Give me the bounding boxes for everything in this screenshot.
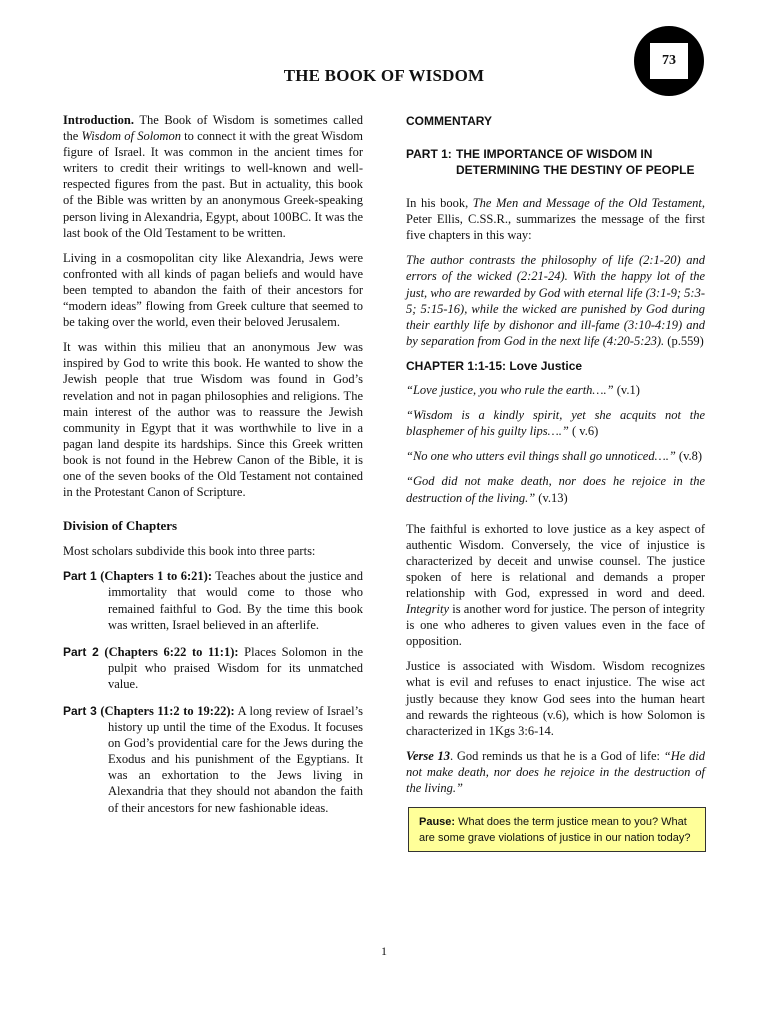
part-chapters: (Chapters 1 to 6:21): <box>96 569 213 584</box>
ellis-text-1: In his book, <box>406 196 473 211</box>
pause-box <box>408 807 706 852</box>
part-text: Teaches about the justice and immortality that would come to those who remained faithful to God. By the time this book was written, Israel believed in an afterlife. <box>108 569 363 632</box>
part-1-entry <box>63 568 363 632</box>
verse13-label: Verse 13 <box>406 748 451 763</box>
alexandria-paragraph: Living in a cosmopolitan city like Alexandria, Jews were confronted with all kinds of pagan beliefs and would have been tempted to abandon the faith of their ancestors for “modern ideas” flowing from Greek culture that seemed to be taking over the world, even their beloved Jerusalem. <box>63 250 363 330</box>
quote-ref: (v.8) <box>675 449 703 464</box>
part-text: Places Solomon in the pulpit who praised Wisdom for its unmatched value. <box>108 644 363 691</box>
quote-ref: (v.13) <box>535 490 568 505</box>
justice-paragraph: Justice is associated with Wisdom. Wisdom recognizes what is evil and refuses to enact injustice. The wise act justly because they know God sees into the human heart and rewards the righteous (v.6), which is how Solomon is characterized in 1Kgs 3:6-14. <box>406 659 705 738</box>
intro-lead: Introduction. <box>63 113 134 127</box>
document-title: THE BOOK OF WISDOM <box>283 66 485 85</box>
left-column <box>63 112 363 827</box>
intro-paragraph <box>63 112 363 241</box>
part-label: Part 1 <box>63 569 97 584</box>
chapter-heading: CHAPTER 1:1-15: Love Justice <box>406 358 583 373</box>
pause-label: Pause: <box>419 816 456 829</box>
ellis-quote-text: The author contrasts the philosophy of life (2:1-20) and errors of the wicked (2:21-24). With the happy lot of the just, who are rewarded by God with eternal life (3:1-9; 5:3-5; 5:15-16), while the wicked are punished by God during their earthly life by dishonor and ill-fame (3:10-4:19) and by separation from God in the next life (4:20-5:23). <box>406 253 705 348</box>
part-chapters: (Chapters 11:2 to 19:22): <box>96 704 235 718</box>
part1-title: THE IMPORTANCE OF WISDOM IN DETERMINING THE DESTINY OF PEOPLE <box>456 147 695 178</box>
ellis-paragraph <box>406 195 705 243</box>
verse-quote <box>406 382 705 398</box>
quote-text: “God did not make death, nor does he rejoice in the destruction of the living.” <box>406 474 705 505</box>
division-intro: Most scholars subdivide this book into three parts: <box>63 544 316 559</box>
intro-text-2: to connect it with the great Wisdom figure of Israel. It was common in the ancient times for writers to credit their writings to well-known and well-respected figures from the past. But in actuality, this book of the Bible was written by an anonymous Greek-speaking person living in Alexandria, Egypt, about 100BC. It was the last book of the Old Testament to be written. <box>63 129 363 240</box>
verse-quote <box>406 473 705 505</box>
part-3-entry <box>63 703 363 816</box>
intro-emphasis: Wisdom of Solomon <box>81 129 181 144</box>
part-label: Part 2 <box>63 644 99 659</box>
faithful-text-2: is another word for justice. The person of integrity is one who adheres to given values even in the face of opposition. <box>406 602 705 649</box>
part1-label: PART 1: <box>406 147 452 162</box>
ellis-ref: (p.559) <box>664 333 704 348</box>
verse-quote <box>406 448 705 464</box>
part-2-entry <box>63 644 363 692</box>
quote-ref: (v.1) <box>613 383 640 398</box>
ellis-text-2: , Peter Ellis, C.SS.R., summarizes the message of the first five chapters in this way: <box>406 196 705 243</box>
ellis-quote <box>406 252 705 349</box>
commentary-heading: COMMENTARY <box>406 114 492 128</box>
quote-ref: ( v.6) <box>568 424 599 439</box>
intro-text-1: The Book of Wisdom is sometimes called the <box>63 113 363 144</box>
part-label: Part 3 <box>63 704 97 718</box>
verse13-paragraph <box>406 748 705 796</box>
quote-text: “Wisdom is a kindly spirit, yet she acquits not the blasphemer of his guilty lips….” <box>406 408 705 439</box>
badge-number: 73 <box>650 43 688 79</box>
division-heading: Division of Chapters <box>63 518 178 534</box>
verse13-text: . God reminds us that he is a God of life: <box>450 748 664 763</box>
verse-quote <box>406 407 705 439</box>
quote-text: “Love justice, you who rule the earth….” <box>406 383 614 398</box>
part1-heading <box>406 146 705 178</box>
integrity-emphasis: Integrity <box>406 602 450 617</box>
faithful-text-1: The faithful is exhorted to love justice as a key aspect of authentic Wisdom. Conversely, the vice of injustice is characterized by deceit and unwise counsel. The justice spoken of here is relational and demands a proper relationship with God, expressed in word and deed. <box>406 521 705 600</box>
faithful-paragraph <box>406 521 705 650</box>
ellis-book-title: The Men and Message of the Old Testament <box>472 196 702 211</box>
part-chapters: (Chapters 6:22 to 11:1): <box>98 644 239 659</box>
page-number: 1 <box>381 944 387 958</box>
pause-text: What does the term justice mean to you? What are some grave violations of justice in our nation today? <box>419 816 691 845</box>
part-text: A long review of Israel’s history up until the time of the Exodus. It focuses on God’s providential care for the Jews during the Exodus and his punishment of the Egyptians. It was an exhortation to the Jews living in Alexandria that they should not abandon the faith of their ancestors for new fashionable ideas. <box>108 704 363 815</box>
verse13-quote: “He did not make death, nor does he rejoice in the destruction of the living.” <box>406 748 705 795</box>
milieu-paragraph: It was within this milieu that an anonymous Jew was inspired by God to write this book. He wanted to show the Jewish people that true Wisdom was found in God’s revelation and not in pagan philosophies and religions. The main interest of the author was to reassure the Jewish community in Egypt that it was worthwhile to live in a pagan land despite its hardships. Since this Greek written book is not found in the Hebrew Canon of the Bible, it is one of the seven books of the Old Testament not contained in the Protestant Canon of Scripture. <box>63 340 363 500</box>
right-column <box>406 112 705 852</box>
quote-text: “No one who utters evil things shall go unnoticed….” <box>406 449 676 464</box>
